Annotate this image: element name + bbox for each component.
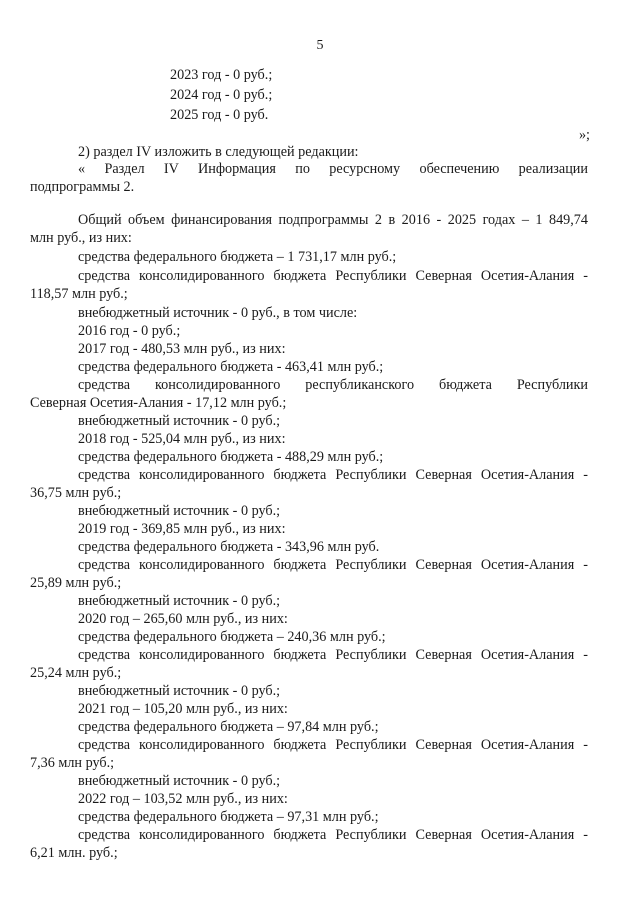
- body-line: средства федерального бюджета – 97,84 млн руб.;: [78, 719, 379, 735]
- body-line: 118,57 млн руб.;: [30, 286, 128, 302]
- year-2024-line: 2024 год - 0 руб.;: [170, 87, 273, 103]
- body-line: 7,36 млн руб.;: [30, 755, 115, 771]
- body-line: средства консолидированного республиканского бюджета Республики: [78, 377, 588, 393]
- body-line: средства федерального бюджета - 463,41 млн руб.;: [78, 359, 384, 375]
- total-financing-line: Общий объем финансирования подпрограммы 2 в 2016 - 2025 годах – 1 849,74: [78, 212, 588, 228]
- body-line: средства федерального бюджета – 1 731,17 млн руб.;: [78, 249, 397, 265]
- body-line: средства консолидированного бюджета Республики Северная Осетия-Алания -: [78, 737, 588, 753]
- body-line: средства федерального бюджета – 240,36 млн руб.;: [78, 629, 386, 645]
- body-line: 25,24 млн руб.;: [30, 665, 122, 681]
- body-line: средства консолидированного бюджета Республики Северная Осетия-Алания -: [78, 467, 588, 483]
- body-line: 2016 год - 0 руб.;: [78, 323, 181, 339]
- section-title-line-1: « Раздел IV Информация по ресурсному обеспечению реализации: [78, 161, 588, 177]
- body-line: 2020 год – 265,60 млн руб., из них:: [78, 611, 288, 627]
- body-line: средства федерального бюджета - 488,29 млн руб.;: [78, 449, 384, 465]
- page-number: 5: [316, 38, 324, 53]
- body-line: 36,75 млн руб.;: [30, 485, 122, 501]
- body-line: средства консолидированного бюджета Республики Северная Осетия-Алания -: [78, 268, 588, 284]
- item-2-text: 2) раздел IV изложить в следующей редакции:: [78, 144, 359, 160]
- body-line: 2019 год - 369,85 млн руб., из них:: [78, 521, 286, 537]
- section-title-line-2: подпрограммы 2.: [30, 179, 135, 195]
- body-line: внебюджетный источник - 0 руб.;: [78, 413, 281, 429]
- body-line: внебюджетный источник - 0 руб.;: [78, 503, 281, 519]
- body-line: млн руб., из них:: [30, 230, 132, 246]
- body-line: 2021 год – 105,20 млн руб., из них:: [78, 701, 288, 717]
- body-line: 2018 год - 525,04 млн руб., из них:: [78, 431, 286, 447]
- body-line: внебюджетный источник - 0 руб., в том числе:: [78, 305, 358, 321]
- year-2025-line: 2025 год - 0 руб.: [170, 107, 269, 123]
- body-line: 6,21 млн. руб.;: [30, 845, 118, 861]
- body-line: внебюджетный источник - 0 руб.;: [78, 773, 281, 789]
- body-line: внебюджетный источник - 0 руб.;: [78, 593, 281, 609]
- body-line: средства федерального бюджета – 97,31 млн руб.;: [78, 809, 379, 825]
- body-line: 2017 год - 480,53 млн руб., из них:: [78, 341, 286, 357]
- body-line: средства консолидированного бюджета Республики Северная Осетия-Алания -: [78, 557, 588, 573]
- body-line: средства федерального бюджета - 343,96 млн руб.: [78, 539, 380, 555]
- body-line: 2022 год – 103,52 млн руб., из них:: [78, 791, 288, 807]
- body-line: внебюджетный источник - 0 руб.;: [78, 683, 281, 699]
- body-line: Северная Осетия-Алания - 17,12 млн руб.;: [30, 395, 287, 411]
- body-line: 25,89 млн руб.;: [30, 575, 122, 591]
- closing-quote: »;: [578, 127, 590, 143]
- body-line: средства консолидированного бюджета Республики Северная Осетия-Алания -: [78, 647, 588, 663]
- body-line: средства консолидированного бюджета Республики Северная Осетия-Алания -: [78, 827, 588, 843]
- year-2023-line: 2023 год - 0 руб.;: [170, 67, 273, 83]
